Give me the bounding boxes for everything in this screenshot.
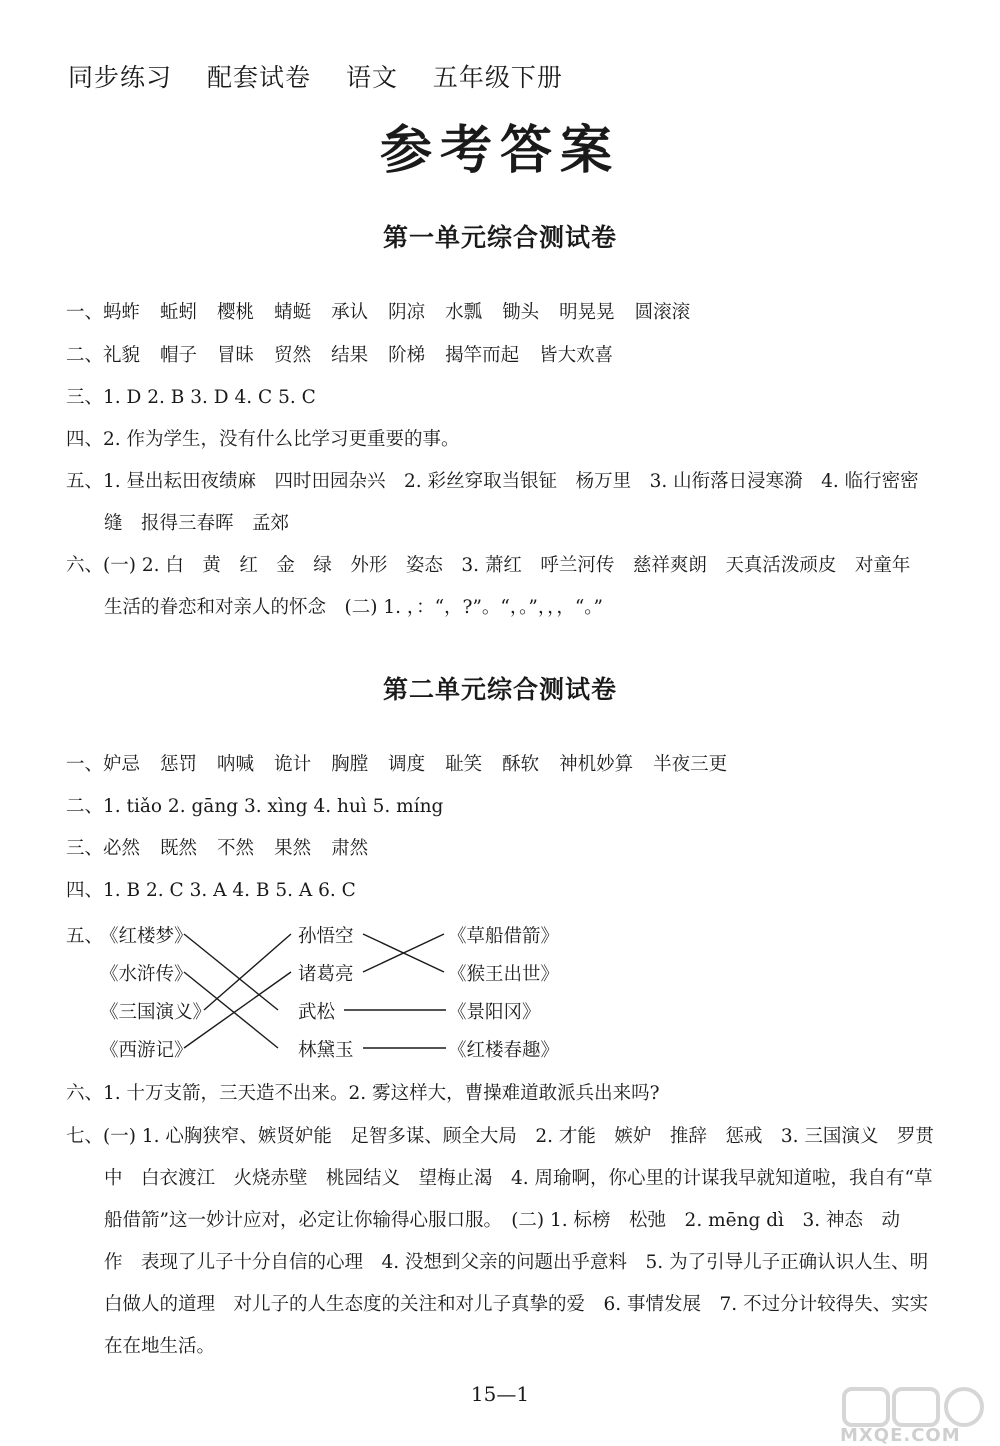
page-number: 15—1 bbox=[470, 1382, 530, 1406]
header-grade: 五年级下册 bbox=[432, 63, 563, 92]
answer-word: 明晃晃 bbox=[559, 302, 615, 323]
watermark-text: MXQE.COM bbox=[840, 1425, 961, 1446]
watermark-logo bbox=[840, 1385, 990, 1446]
answer-word: 诡计 bbox=[274, 754, 312, 775]
answer-word: 蜻蜓 bbox=[274, 302, 312, 323]
answer-word: 冒昧 bbox=[217, 345, 255, 366]
answer-word: 必然 bbox=[103, 838, 141, 859]
matching-label: 五、 bbox=[66, 926, 104, 947]
unit1-q6-line2: 生活的眷恋和对亲人的怀念 (二) 1. ，：“，?”。“，。”，，，“。” bbox=[104, 597, 604, 618]
answer-word: 贸然 bbox=[274, 345, 312, 366]
unit1-q3: 三、1. D 2. B 3. D 4. C 5. C bbox=[66, 387, 316, 408]
character-item: 林黛玉 bbox=[298, 1040, 354, 1061]
answer-word: 惩罚 bbox=[160, 754, 198, 775]
unit2-q7-line5: 白做人的道理 对儿子的人生态度的关注和对儿子真挚的爱 6. 事情发展 7. 不过分计较得失、实实 bbox=[104, 1294, 929, 1315]
answer-word: 果然 bbox=[274, 838, 312, 859]
story-item: 《红楼春趣》 bbox=[448, 1040, 560, 1061]
matching-exercise bbox=[66, 918, 586, 1068]
answer-word: 樱桃 bbox=[217, 302, 255, 323]
story-item: 《草船借箭》 bbox=[448, 926, 560, 947]
unit2-q7-line4: 作 表现了儿子十分自信的心理 4. 没想到父亲的问题出乎意料 5. 为了引导儿子正确认识人生、明 bbox=[104, 1252, 929, 1273]
answer-word: 耻笑 bbox=[445, 754, 483, 775]
answer-word: 锄头 bbox=[502, 302, 540, 323]
unit2-q2: 二、1. tiǎo 2. gāng 3. xìng 4. huì 5. míng bbox=[66, 796, 444, 817]
unit2-q3: 三、必然 既然 不然 果然 肃然 bbox=[66, 838, 369, 859]
answer-word: 礼貌 bbox=[103, 345, 141, 366]
unit1-q5-line1: 五、1. 昼出耘田夜绩麻 四时田园杂兴 2. 彩丝穿取当银钲 杨万里 3. 山衔落日浸寒漪 4. 临行密密 bbox=[66, 471, 919, 492]
unit1-title: 第一单元综合测试卷 bbox=[382, 223, 617, 252]
watermark-icon bbox=[840, 1385, 990, 1429]
answer-word: 水瓢 bbox=[445, 302, 483, 323]
answer-word: 阴凉 bbox=[388, 302, 426, 323]
unit2-q6: 六、1. 十万支箭，三天造不出来。2. 雾这样大，曹操难道敢派兵出来吗? bbox=[66, 1083, 660, 1104]
answer-word: 调度 bbox=[388, 754, 426, 775]
answer-word: 皆大欢喜 bbox=[539, 345, 614, 366]
story-item: 《猴王出世》 bbox=[448, 964, 560, 985]
answer-word: 不然 bbox=[217, 838, 255, 859]
answer-word: 呐喊 bbox=[217, 754, 255, 775]
answer-word: 帽子 bbox=[160, 345, 198, 366]
unit2-q7-line6: 在在地生活。 bbox=[104, 1336, 216, 1357]
answer-word: 妒忌 bbox=[103, 754, 141, 775]
book-item: 《西游记》 bbox=[100, 1040, 193, 1061]
story-item: 《景阳冈》 bbox=[448, 1002, 541, 1023]
answer-word: 胸膛 bbox=[331, 754, 369, 775]
unit2-q7-line1: 七、(一) 1. 心胸狭窄、嫉贤妒能 足智多谋、顾全大局 2. 才能 嫉妒 推辞 惩戒 3. 三国演义 罗贯 bbox=[66, 1126, 934, 1147]
book-item: 《水浒传》 bbox=[100, 964, 193, 985]
answer-word: 半夜三更 bbox=[653, 754, 728, 775]
answer-word: 肃然 bbox=[331, 838, 369, 859]
character-item: 武松 bbox=[298, 1002, 336, 1023]
book-header bbox=[68, 58, 589, 94]
unit1-q2: 二、礼貌 帽子 冒昧 贸然 结果 阶梯 揭竿而起 皆大欢喜 bbox=[66, 345, 614, 366]
unit2-q7-line3: 船借箭”这一妙计应对，必定让你输得心服口服。 (二) 1. 标榜 松弛 2. mēng dì 3. 神态 动 bbox=[104, 1210, 901, 1231]
unit2-q1: 一、妒忌 惩罚 呐喊 诡计 胸膛 调度 耻笑 酥软 神机妙算 半夜三更 bbox=[66, 754, 728, 775]
character-item: 孙悟空 bbox=[298, 926, 354, 947]
answer-word: 圆滚滚 bbox=[634, 302, 691, 323]
unit2-q4: 四、1. B 2. C 3. A 4. B 5. A 6. C bbox=[66, 880, 356, 901]
header-series: 同步练习 bbox=[68, 63, 173, 92]
unit1-q5-line2: 缝 报得三春晖 孟郊 bbox=[104, 513, 290, 534]
book-item: 《三国演义》 bbox=[100, 1002, 212, 1023]
unit2-q7-line2: 中 白衣渡江 火烧赤壁 桃园结义 望梅止渴 4. 周瑜啊，你心里的计谋我早就知道啦，我自有“草 bbox=[104, 1168, 933, 1189]
answer-word: 酥软 bbox=[502, 754, 540, 775]
answer-word: 阶梯 bbox=[388, 345, 426, 366]
header-subject: 语文 bbox=[345, 63, 398, 92]
unit2-title: 第二单元综合测试卷 bbox=[382, 675, 617, 704]
answer-word: 揭竿而起 bbox=[445, 345, 520, 366]
answer-word: 蚯蚓 bbox=[160, 302, 198, 323]
answer-word: 结果 bbox=[331, 345, 369, 366]
unit1-q4: 四、2. 作为学生，没有什么比学习更重要的事。 bbox=[66, 429, 460, 450]
answer-word: 蚂蚱 bbox=[103, 302, 141, 323]
book-item: 《红楼梦》 bbox=[100, 926, 193, 947]
unit1-q6-line1: 六、(一) 2. 白 黄 红 金 绿 外形 姿态 3. 萧红 呼兰河传 慈祥爽朗 天真活泼顽皮 对童年 bbox=[66, 555, 911, 576]
unit1-q1: 一、蚂蚱 蚯蚓 樱桃 蜻蜓 承认 阴凉 水瓢 锄头 明晃晃 圆滚滚 bbox=[66, 302, 691, 323]
answer-word: 神机妙算 bbox=[559, 754, 634, 775]
answer-word: 既然 bbox=[160, 838, 198, 859]
answer-word: 承认 bbox=[331, 302, 369, 323]
page-title: 参考答案 bbox=[379, 120, 620, 181]
header-type: 配套试卷 bbox=[206, 63, 311, 92]
character-item: 诸葛亮 bbox=[298, 964, 354, 985]
